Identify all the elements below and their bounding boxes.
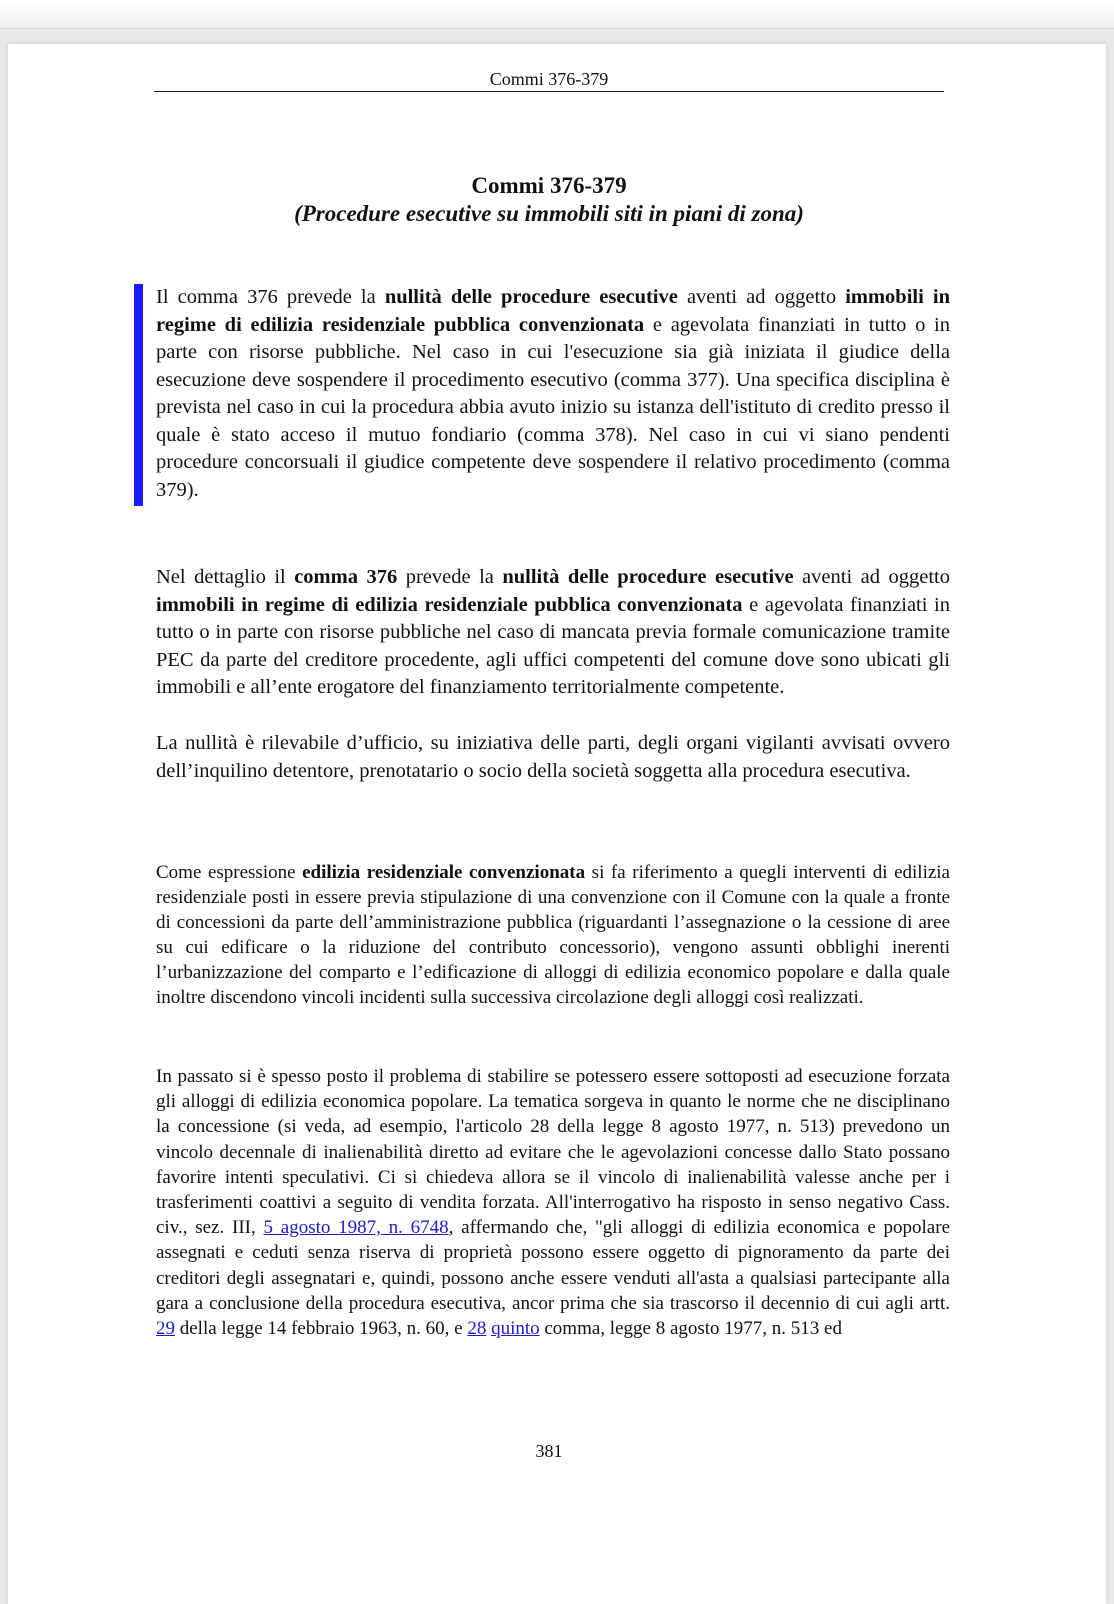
art-28-link[interactable]: 28 bbox=[467, 1318, 487, 1340]
text-run: prevede la bbox=[397, 566, 503, 588]
document-page bbox=[8, 44, 1106, 1604]
text-run: e agevolata finanziati in tutto o in parte con risorse pubbliche. Nel caso in cui l'esecuzione sia già iniziata il giudice della esecuzione deve sospendere il procedimento esecutivo (comma 377). Una specifica disciplina è prevista nel caso in cui la procedura abbia avuto inizio su istanza dell'istituto di credito presso il quale è stato acceso il mutuo fondiario (comma 378). Nel caso in cui vi siano pendenti procedure concorsuali il giudice competente deve sospendere il relativo procedimento (comma 379). bbox=[156, 313, 950, 501]
text-run: della legge 14 febbraio 1963, n. 60, e bbox=[175, 1318, 468, 1340]
text-run: In passato si è spesso posto il problema di stabilire se potessero essere sottoposti ad esecuzione forzata gli alloggi di edilizia economica popolare. La tematica sorgeva in quanto le norme che ne disciplinano la concessione (si veda, ad esempio, l'articolo 28 della legge 8 agosto 1977, n. 513) prevedono un vincolo decennale di inalienabilità diretto ad evitare che le agevolazioni concesse dallo Stato possano favorire intenti speculativi. Ci si chiedeva allora se il vincolo di inalienabilità valesse anche per i trasferimenti coattivi a seguito di vendita forzata. All'interrogativo ha risposto in senso negativo Cass. civ., sez. III, bbox=[156, 1066, 950, 1239]
section-subtitle: (Procedure esecutive su immobili siti in piani di zona) bbox=[294, 201, 804, 226]
history-paragraph bbox=[156, 1064, 950, 1341]
page-number: 381 bbox=[535, 1441, 563, 1461]
bold-run: nullità delle procedure esecutive bbox=[384, 286, 678, 308]
text-run: comma, legge 8 agosto 1977, n. 513 ed bbox=[539, 1318, 842, 1340]
definition-paragraph bbox=[156, 860, 950, 1010]
viewer-top-bar bbox=[0, 0, 1114, 29]
art-29-link[interactable]: 29 bbox=[156, 1318, 175, 1340]
text-run: si fa riferimento a quegli interventi di edilizia residenziale posti in essere previa stipulazione di una convenzione con il Comune con la quale a fronte di concessioni da parte dell’amministrazione pubblica (riguardanti l’assegnazione o la cessione di aree su cui edificare o la riduzione del contributo concessorio), vengono assunti obblighi inerenti l’urbanizzazione del comparto e l’edificazione di alloggi di edilizia economico popolare e dalla quale inoltre discendono vincoli incidenti sulla successiva circolazione degli alloggi così realizzati. bbox=[156, 862, 950, 1008]
bold-run: edilizia residenziale convenzionata bbox=[302, 862, 586, 883]
text-run: Come espressione bbox=[156, 862, 303, 883]
nullita-paragraph: La nullità è rilevabile d’ufficio, su iniziativa delle parti, degli organi vigilanti avvisati ovvero dell’inquilino detentore, prenotatario o socio della società soggetta alla procedura esecutiva. bbox=[156, 732, 950, 782]
text-run: aventi ad oggetto bbox=[677, 286, 846, 308]
bold-run: immobili in regime di edilizia residenziale pubblica convenzionata bbox=[156, 593, 743, 616]
quinto-link[interactable]: quinto bbox=[491, 1318, 540, 1340]
section-title: Commi 376-379 bbox=[471, 173, 627, 198]
summary-highlight-bar bbox=[134, 284, 143, 506]
running-header: Commi 376-379 bbox=[154, 68, 944, 92]
text-run: e agevolata finanziati in tutto o in parte con risorse pubbliche nel caso di mancata previa formale comunicazione tramite PEC da parte del creditore procedente, agli uffici competenti del comune dove sono ubicati gli immobili e all’ente erogatore del finanziamento territorialmente competente. bbox=[156, 593, 950, 698]
detail-paragraph bbox=[156, 564, 950, 702]
text-run: Il comma 376 prevede la bbox=[156, 286, 385, 308]
text-run: aventi ad oggetto bbox=[793, 566, 950, 588]
text-run: , affermando che, "gli alloggi di edilizia economica e popolare assegnati e ceduti senza riserva di proprietà possono essere oggetto di pignoramento da parte dei creditori degli assegnatari e, quindi, possono anche essere venduti all'asta a qualsiasi partecipante alla gara a conclusione della procedura esecutiva, ancor prima che sia trascorso il decennio di cui agli artt. bbox=[156, 1217, 950, 1314]
summary-paragraph bbox=[156, 284, 950, 504]
bold-run: nullità delle procedure esecutive bbox=[502, 566, 794, 588]
bold-run: comma 376 bbox=[294, 566, 398, 588]
bold-run: immobili in regime di edilizia residenziale pubblica convenzionata bbox=[156, 286, 950, 336]
text-run: Nel dettaglio il bbox=[156, 566, 295, 588]
cass-civ-link[interactable]: 5 agosto 1987, n. 6748 bbox=[263, 1217, 449, 1239]
